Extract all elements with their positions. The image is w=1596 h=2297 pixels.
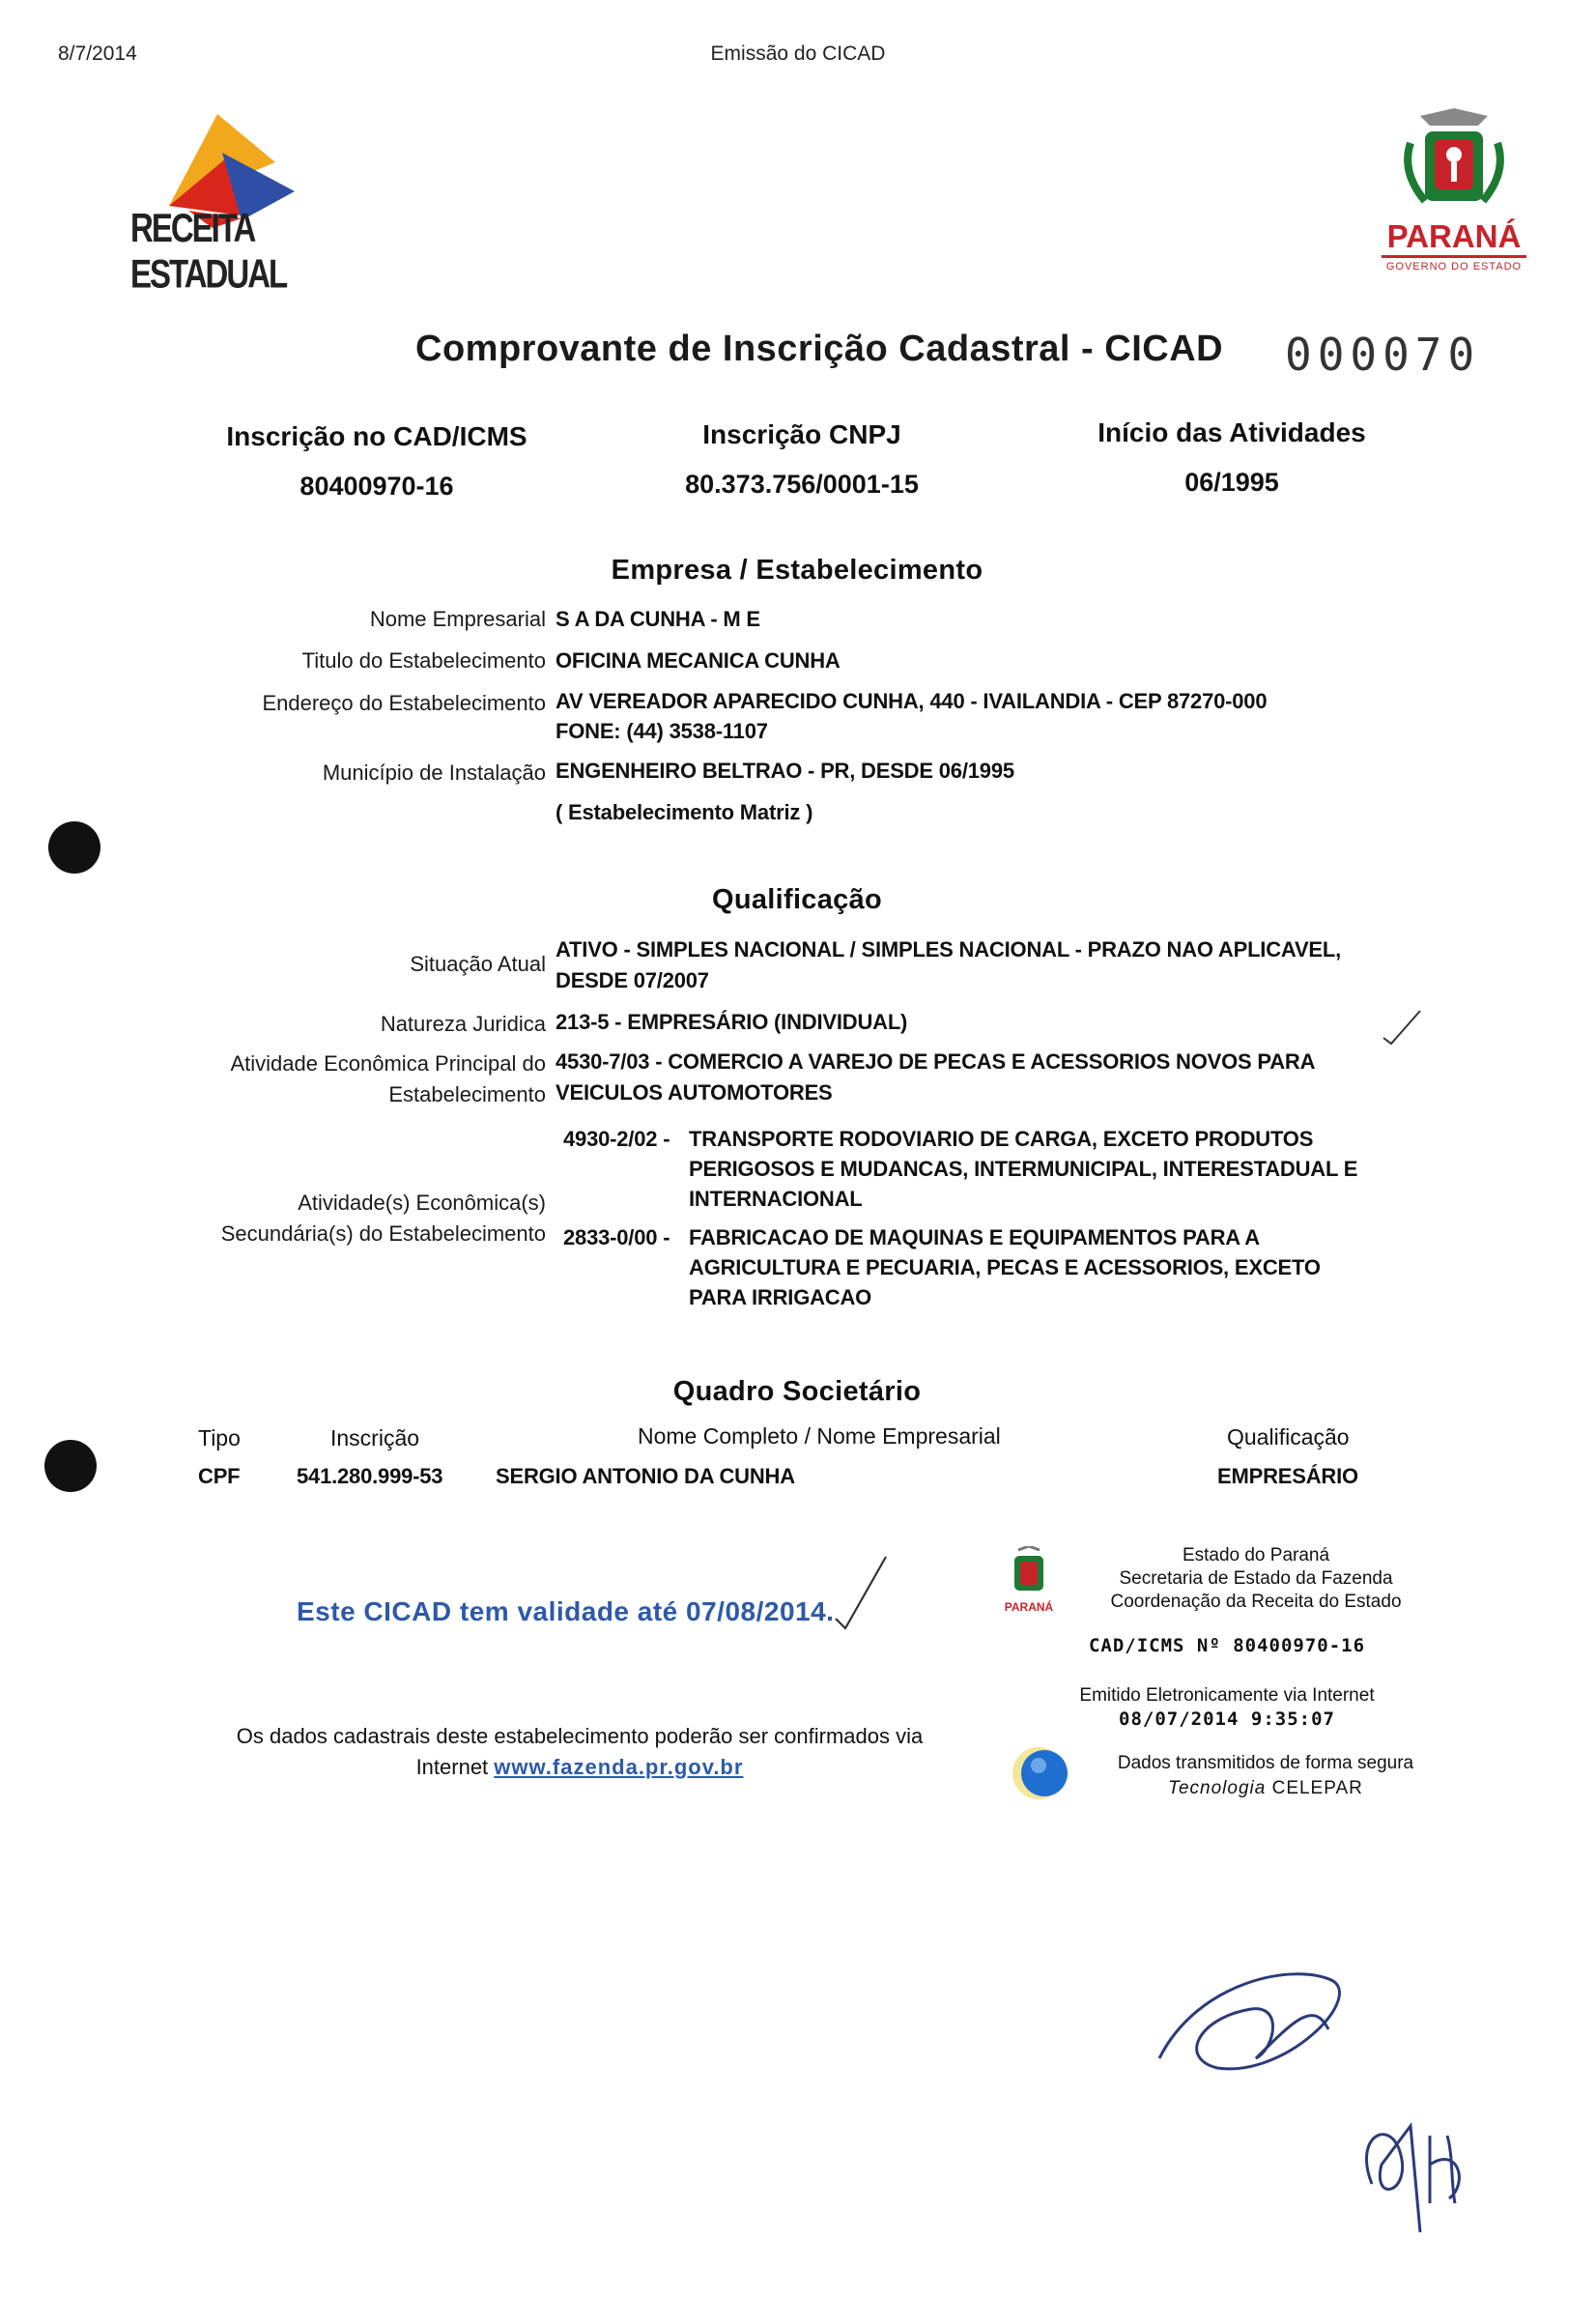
situacao-value-line1: ATIVO - SIMPLES NACIONAL / SIMPLES NACIONAL - PRAZO NAO APLICAVEL, xyxy=(556,937,1342,962)
titulo-estabelecimento-label: Titulo do Estabelecimento xyxy=(301,648,546,673)
print-page-title: Emissão do CICAD xyxy=(710,43,886,65)
fazenda-website-link[interactable]: www.fazenda.pr.gov.br xyxy=(494,1755,744,1779)
dados-cadastrais-line1: Os dados cadastrais deste estabelecimento poderão ser confirmados via xyxy=(236,1724,924,1748)
atividade-secundaria-1-line3: INTERNACIONAL xyxy=(689,1187,863,1211)
empresa-section-title: Empresa / Estabelecimento xyxy=(611,555,983,586)
atividade-secundaria-label-line1: Atividade(s) Econômica(s) xyxy=(298,1191,546,1215)
endereco-value: AV VEREADOR APARECIDO CUNHA, 440 - IVAILANDIA - CEP 87270-000 xyxy=(556,689,1268,713)
parana-logo-subtext: GOVERNO DO ESTADO xyxy=(1385,261,1523,273)
coordenacao-text: Coordenação da Receita do Estado xyxy=(1110,1592,1402,1612)
atividade-secundaria-1-line1: TRANSPORTE RODOVIARIO DE CARGA, EXCETO PRODUTOS xyxy=(689,1127,1314,1151)
inicio-atividades-label: Início das Atividades xyxy=(1097,417,1366,447)
natureza-juridica-value: 213-5 - EMPRESÁRIO (INDIVIDUAL) xyxy=(556,1010,908,1034)
quadro-row-qualificacao: EMPRESÁRIO xyxy=(1217,1464,1358,1488)
situacao-value-line2: DESDE 07/2007 xyxy=(556,968,709,992)
secretaria-text: Secretaria de Estado da Fazenda xyxy=(1119,1568,1393,1589)
cnpj-value: 80.373.756/0001-15 xyxy=(685,470,919,499)
print-date: 8/7/2014 xyxy=(58,43,137,65)
titulo-estabelecimento-value: OFICINA MECANICA CUNHA xyxy=(556,648,841,673)
cad-icms-value: 80400970-16 xyxy=(299,472,454,501)
quadro-row-inscricao: 541.280.999-53 xyxy=(297,1464,443,1488)
cnpj-label: Inscrição CNPJ xyxy=(702,419,901,449)
quadro-header-tipo: Tipo xyxy=(198,1425,241,1450)
atividade-secundaria-label-line2: Secundária(s) do Estabelecimento xyxy=(220,1221,546,1246)
punch-hole-bottom xyxy=(44,1440,97,1492)
validade-text: Este CICAD tem validade até 07/08/2014. xyxy=(297,1596,835,1626)
natureza-juridica-label: Natureza Juridica xyxy=(380,1012,546,1036)
quadro-row-tipo: CPF xyxy=(198,1464,241,1488)
receita-logo-text: RECEITA ESTADUAL xyxy=(130,205,287,297)
estabelecimento-matriz: ( Estabelecimento Matriz ) xyxy=(556,800,813,824)
fone-value: FONE: (44) 3538-1107 xyxy=(556,719,768,743)
cad-icms-number: CAD/ICMS Nº 80400970-16 xyxy=(1088,1635,1366,1656)
parana-logo xyxy=(1372,104,1536,278)
tecnologia-line xyxy=(1082,1778,1449,1799)
atividade-secundaria-2-code: 2833-0/00 - xyxy=(563,1225,670,1249)
inicio-atividades-value: 06/1995 xyxy=(1184,468,1279,497)
atividade-principal-value-line1: 4530-7/03 - COMERCIO A VAREJO DE PECAS E ACESSORIOS NOVOS PARA xyxy=(556,1049,1316,1074)
document-number: 000070 xyxy=(1285,329,1481,381)
municipio-value: ENGENHEIRO BELTRAO - PR, DESDE 06/1995 xyxy=(556,759,1014,783)
handwritten-check-mark-icon xyxy=(1372,1005,1430,1053)
dados-cadastrais-prefix: Internet xyxy=(415,1755,495,1779)
atividade-secundaria-2-line2: AGRICULTURA E PECUARIA, PECAS E ACESSORIOS, EXCETO xyxy=(689,1255,1321,1279)
estado-text: Estado do Paraná xyxy=(1182,1545,1330,1565)
atividade-secundaria-2-line1: FABRICACAO DE MAQUINAS E EQUIPAMENTOS PARA A xyxy=(689,1225,1260,1249)
tecnologia-name: CELEPAR xyxy=(1271,1778,1363,1798)
situacao-label: Situação Atual xyxy=(410,952,546,976)
receita-estadual-logo xyxy=(130,114,362,297)
atividade-secundaria-2-line3: PARA IRRIGACAO xyxy=(689,1285,872,1309)
tecnologia-prefix: Tecnologia xyxy=(1168,1778,1267,1798)
page-title: Comprovante de Inscrição Cadastral - CICAD xyxy=(415,329,1224,369)
parana-coat-of-arms-icon xyxy=(1372,104,1536,220)
atividade-principal-value-line2: VEICULOS AUTOMOTORES xyxy=(556,1080,833,1105)
atividade-secundaria-1-code: 4930-2/02 - xyxy=(563,1127,670,1151)
quadro-row-nome: SERGIO ANTONIO DA CUNHA xyxy=(496,1464,795,1488)
nome-empresarial-label: Nome Empresarial xyxy=(369,607,546,631)
atividade-principal-label-line2: Estabelecimento xyxy=(388,1082,546,1106)
qualificacao-section-title: Qualificação xyxy=(711,884,883,915)
small-coat-of-arms-icon xyxy=(995,1546,1063,1600)
quadro-header-inscricao: Inscrição xyxy=(330,1425,420,1450)
atividade-secundaria-1-line2: PERIGOSOS E MUDANCAS, INTERMUNICIPAL, INTERESTADUAL E xyxy=(689,1157,1358,1181)
punch-hole-top xyxy=(48,821,100,874)
small-parana-logo xyxy=(995,1546,1063,1623)
handwritten-signatures-icon xyxy=(1140,1942,1546,2242)
nome-empresarial-value: S A DA CUNHA - M E xyxy=(556,607,760,631)
quadro-header-nome: Nome Completo / Nome Empresarial xyxy=(638,1423,1001,1449)
secure-globe-icon xyxy=(1010,1742,1071,1804)
emission-timestamp: 08/07/2014 9:35:07 xyxy=(1119,1708,1335,1730)
small-parana-logo-text: PARANÁ xyxy=(1004,1600,1054,1614)
quadro-header-qualificacao: Qualificação xyxy=(1227,1424,1350,1450)
emitido-text: Emitido Eletronicamente via Internet xyxy=(1079,1685,1375,1706)
dados-cadastrais-line2 xyxy=(193,1755,966,1780)
quadro-societario-section-title: Quadro Societário xyxy=(672,1376,922,1407)
endereco-label: Endereço do Estabelecimento xyxy=(262,691,546,715)
issuer-block xyxy=(1072,1544,1439,1614)
dados-transmitidos-text: Dados transmitidos de forma segura xyxy=(1117,1753,1414,1773)
municipio-label: Município de Instalação xyxy=(322,761,546,785)
validade-check-mark-icon xyxy=(826,1551,894,1638)
cad-icms-label: Inscrição no CAD/ICMS xyxy=(226,421,527,451)
atividade-principal-label-line1: Atividade Econômica Principal do xyxy=(230,1051,546,1076)
parana-logo-text: PARANÁ xyxy=(1386,218,1522,254)
